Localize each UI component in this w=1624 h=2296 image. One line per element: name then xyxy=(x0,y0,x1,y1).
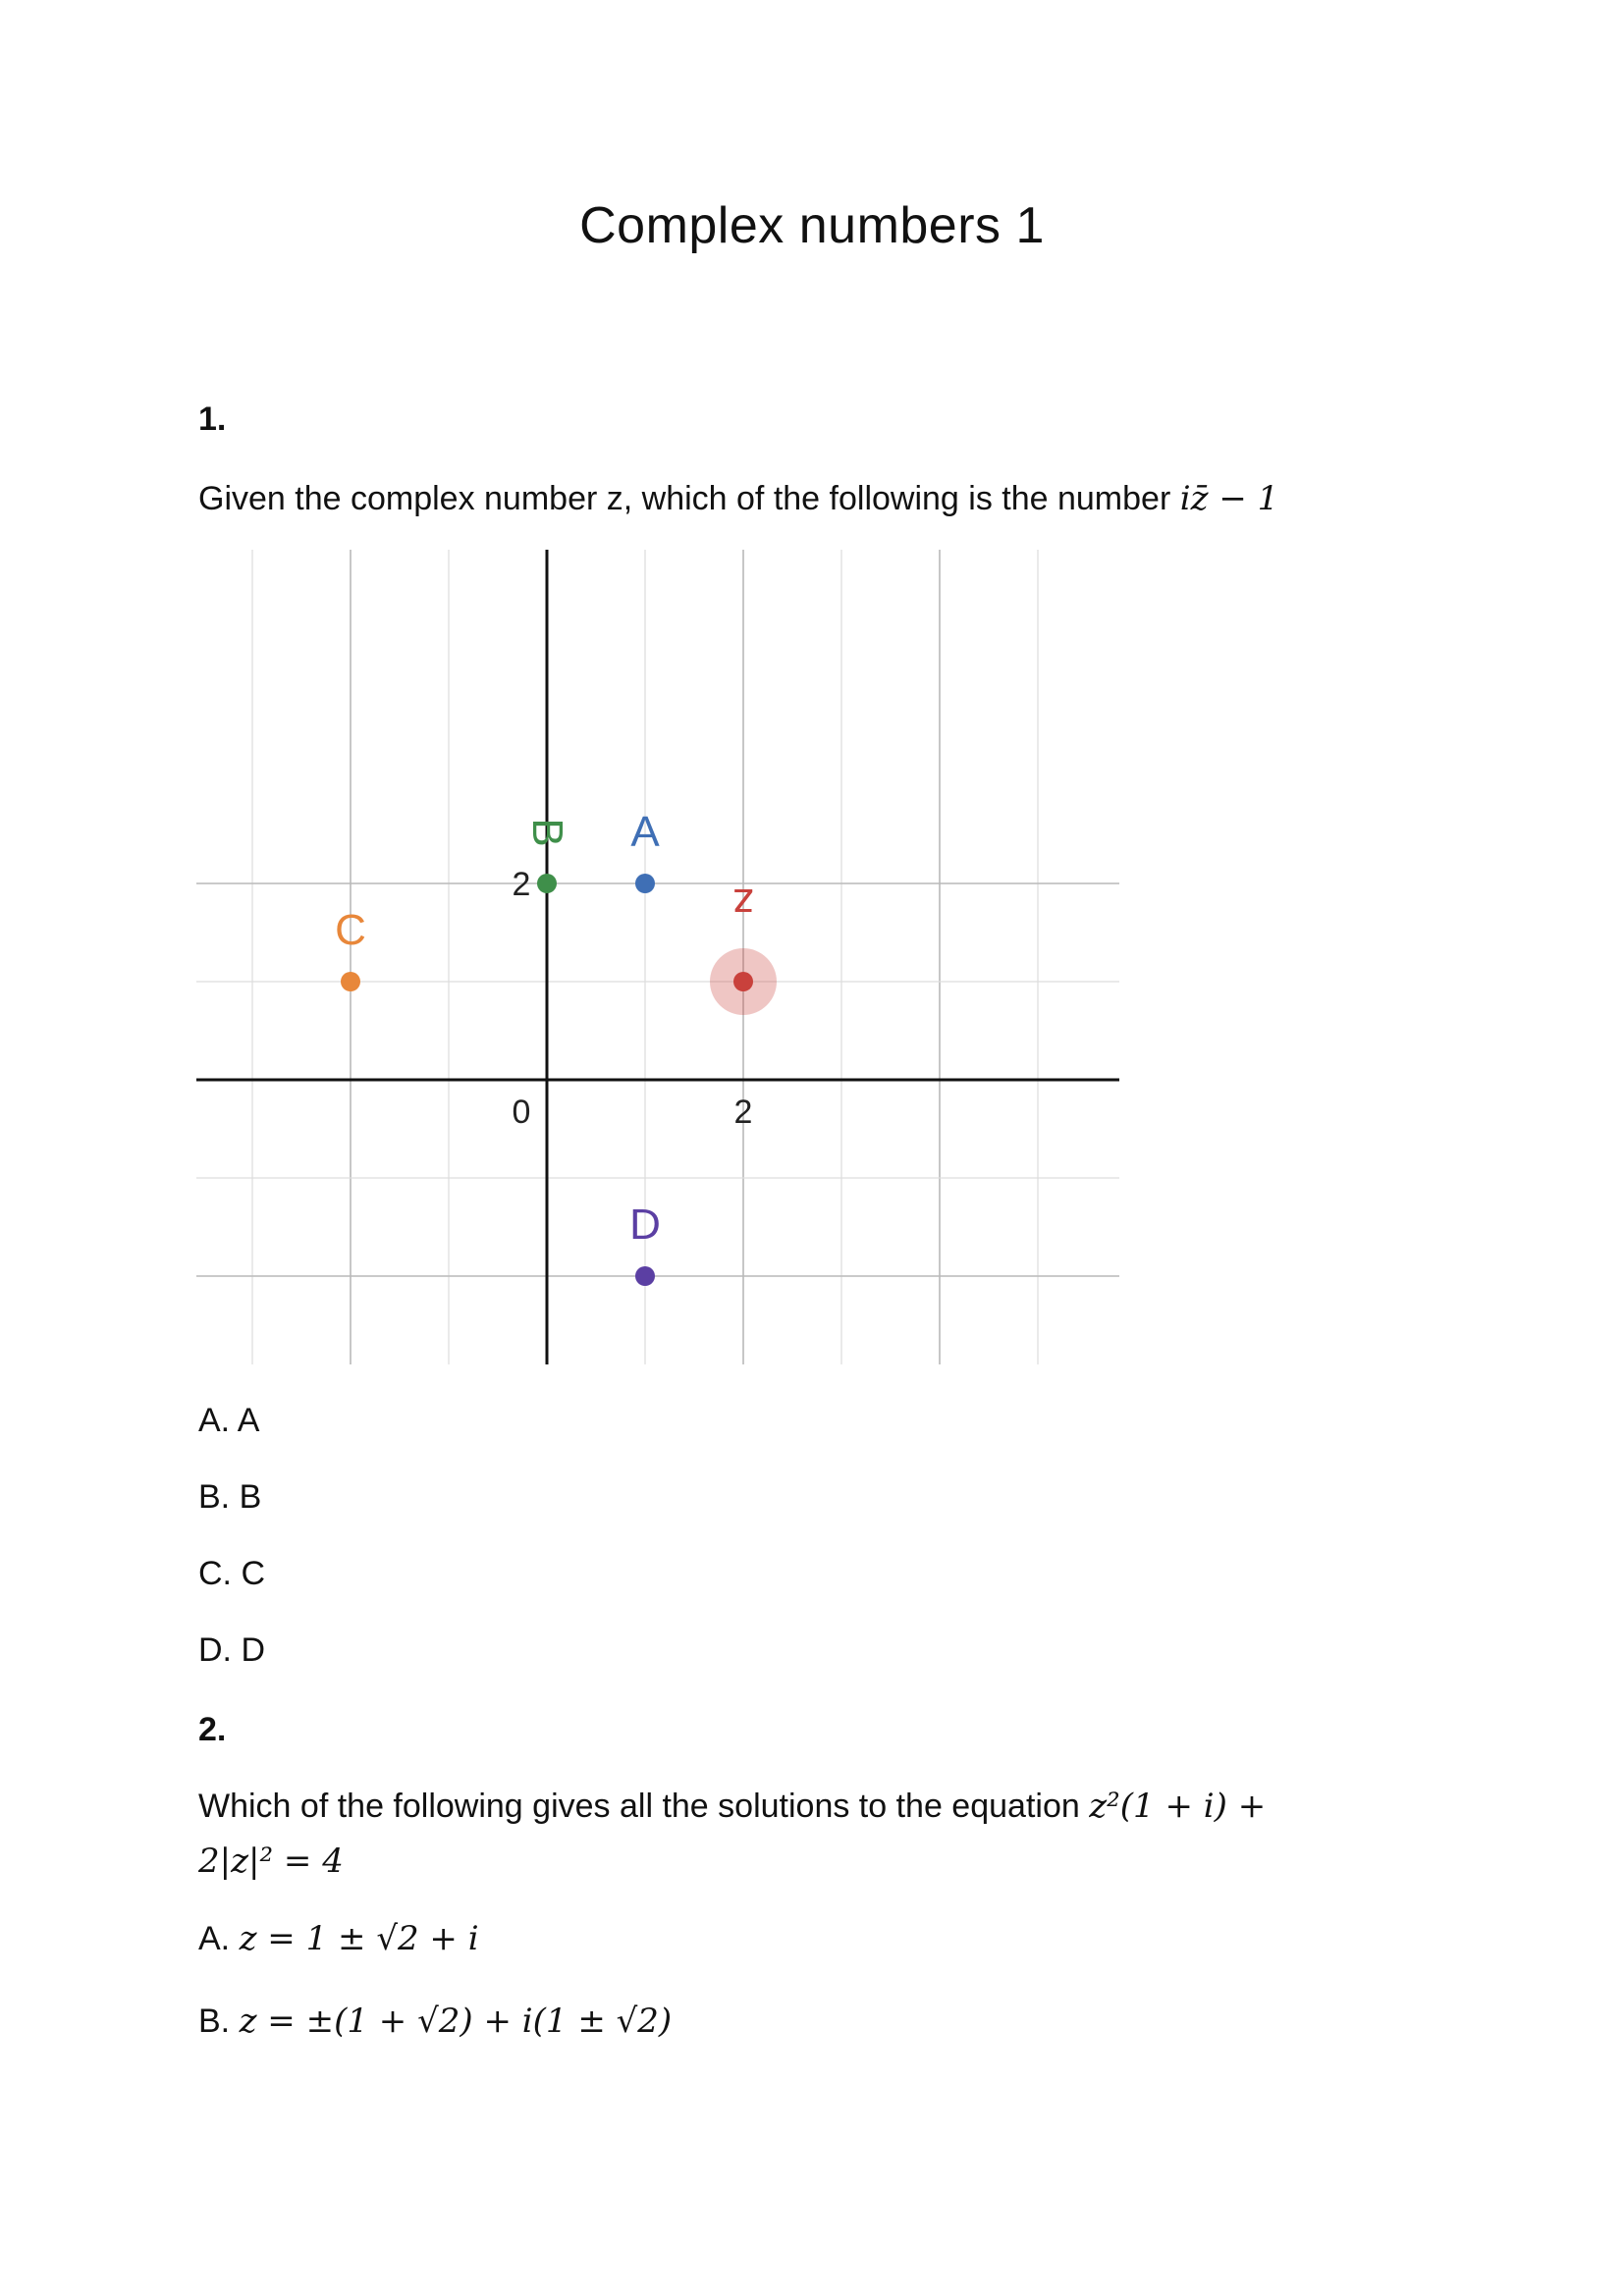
point-d xyxy=(635,1266,655,1286)
point-z xyxy=(733,972,753,991)
question-1-number: 1. xyxy=(198,400,227,438)
q1-option-c[interactable]: C. C xyxy=(198,1555,265,1592)
q1-option-d[interactable]: D. D xyxy=(198,1631,265,1669)
question-2-math-2: 2|z|² = 4 xyxy=(198,1842,344,1881)
point-c xyxy=(341,972,360,991)
y-tick-label: 2 xyxy=(512,866,531,903)
question-1-prefix: Given the complex number z, which of the following is the number xyxy=(198,480,1180,517)
point-label-a: A xyxy=(630,808,660,856)
point-a xyxy=(635,874,655,893)
q2-option-b[interactable] xyxy=(198,2002,672,2041)
question-1-math: iz̄ − 1 xyxy=(1179,479,1279,518)
page-title: Complex numbers 1 xyxy=(579,197,1045,254)
point-label-b: B xyxy=(523,818,571,847)
point-label-z: z xyxy=(732,880,754,928)
point-label-d: D xyxy=(629,1201,661,1249)
x-tick-label: 0 xyxy=(512,1094,531,1131)
argand-diagram xyxy=(196,550,1139,1374)
q2-option-a-math: z = 1 ± √2 + i xyxy=(239,1919,479,1958)
q2-option-b-prefix: B. xyxy=(198,2002,240,2040)
question-2-prefix: Which of the following gives all the solutions to the equation xyxy=(198,1788,1090,1825)
point-b xyxy=(537,874,557,893)
x-tick-label: 2 xyxy=(733,1094,753,1131)
q2-option-a[interactable] xyxy=(198,1919,479,1958)
q1-option-a[interactable]: A. A xyxy=(198,1402,260,1439)
question-2-number: 2. xyxy=(198,1711,227,1748)
point-label-c: C xyxy=(335,906,366,954)
question-2-math-1: z²(1 + i) + xyxy=(1089,1787,1267,1826)
q2-option-a-prefix: A. xyxy=(198,1920,240,1957)
q2-option-b-math: z = ±(1 + √2) + i(1 ± √2) xyxy=(239,2002,673,2041)
question-2-text xyxy=(198,1779,1435,1889)
q1-option-b[interactable]: B. B xyxy=(198,1478,262,1516)
question-1-text xyxy=(198,471,1435,526)
